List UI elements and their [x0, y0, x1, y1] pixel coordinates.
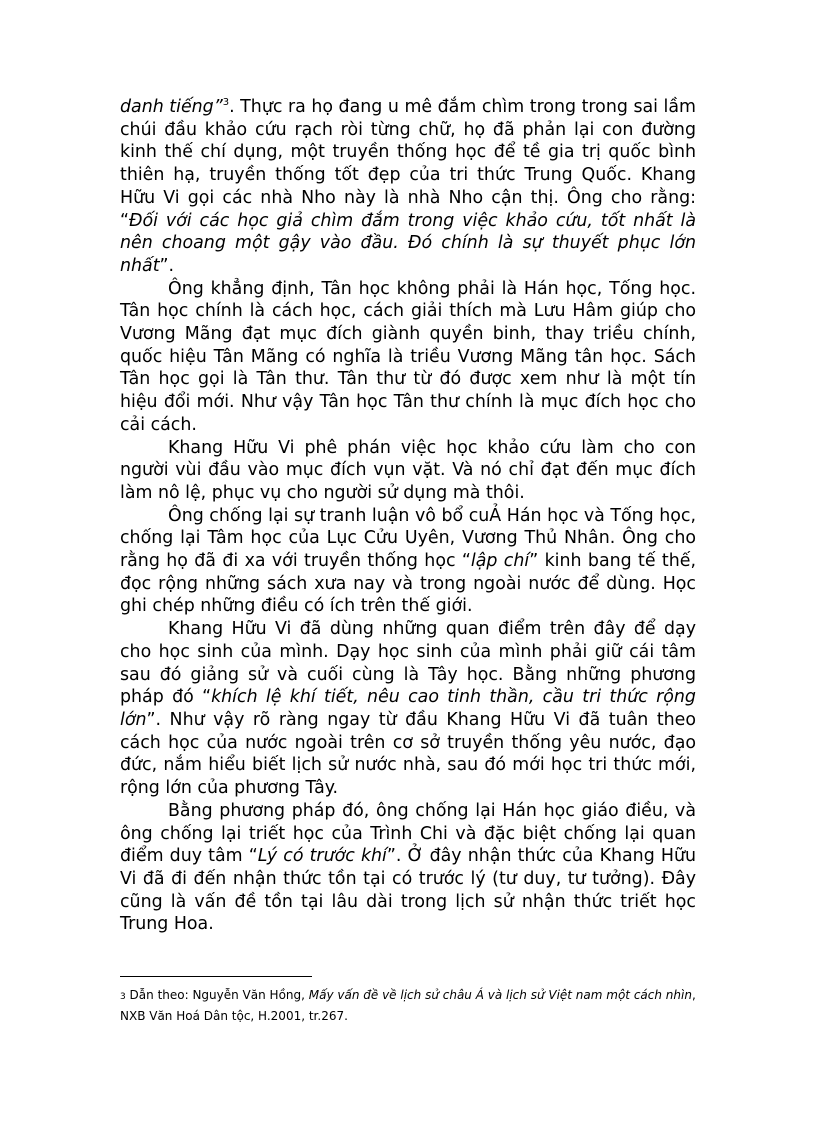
footnote-text: , NXB Văn Hoá Dân tộc, H.2001, tr.267. — [120, 988, 696, 1023]
footnote-ref[interactable]: 3 — [222, 97, 230, 109]
paragraph-5 — [120, 800, 696, 936]
paragraph-2: Khang Hữu Vi phê phán việc học khảo cứu làm cho con người vùi đầu vào mục đích vụn vặt. Và nó chỉ đạt đến mục đích làm nô lệ, phục vụ cho người sử dụng mà thôi. — [120, 437, 696, 503]
quote-italic: Đối với các học giả chìm đắm trong việc khảo cứu, tốt nhất là nên choang một gậy vào đầu. Đó chính là sự thuyết phục lớn nhất — [120, 210, 696, 276]
document-body — [120, 96, 696, 936]
footnote — [120, 986, 696, 1026]
paragraph-text: ”. Ở đây nhận thức của Khang Hữu Vi đã đi đến nhận thức tồn tại có trước lý (tư duy, tư tưởng). Đây cũng là vấn đề tồn tại lâu dài trong lịch sử nhận thức triết học Trung Hoa. — [120, 846, 697, 935]
quote-italic: Lý có trước khí — [257, 846, 387, 867]
footnote-number: 3 — [120, 992, 126, 1002]
paragraph-text: . Thực ra họ đang u mê đắm chìm trong trong sai lầm chúi đầu khảo cứu rạch ròi từng chữ, họ đã phản lại con đường kinh thế chí dụng, một truyền thống học để tề gia trị quốc bình thiên hạ, truyền thống tốt đẹp của tri thức Trung Quốc. Khang Hữu Vi gọi các nhà Nho này là nhà Nho cận thị. Ông cho rằng: “ — [120, 97, 696, 231]
paragraph-3 — [120, 505, 696, 619]
paragraph-text: ” kinh bang tế thế, đọc rộng những sách xưa nay và trong ngoài nước để dùng. Học ghi chép những điều có ích trên thế giới. — [120, 551, 696, 617]
paragraph-continuation — [120, 96, 696, 278]
quote-italic: lập chí — [470, 551, 530, 572]
footnote-title: Mấy vấn đề về lịch sử châu Á và lịch sử Việt nam một cách nhìn — [308, 988, 692, 1002]
paragraph-text: ”. — [159, 255, 175, 276]
paragraph-1: Ông khẳng định, Tân học không phải là Hán học, Tống học. Tân học chính là cách học, cách giải thích mà Lưu Hâm giúp cho Vương Mãng đạt mục đích giành quyền binh, thay triều chính, quốc hiệu Tân Mãng có nghĩa là triều Vương Mãng tân học. Sách Tân học gọi là Tân thư. Tân thư từ đó được xem như là một tín hiệu đổi mới. Như vậy Tân học Tân thư chính là mục đích học cho cải cách. — [120, 278, 696, 435]
paragraph-4 — [120, 618, 696, 800]
paragraph-text: Khang Hữu Vi đã dùng những quan điểm trên đây để dạy cho học sinh của mình. Dạy học sinh của mình phải giữ cái tâm sau đó giảng sử và cuối cùng là Tây học. Bằng những phương pháp đó “ — [120, 619, 696, 708]
footnote-text: Dẫn theo: Nguyễn Văn Hồng, — [125, 988, 309, 1002]
paragraph-text: Bằng phương pháp đó, ông chống lại Hán học giáo điều, và ông chống lại triết học của Trình Chi và đặc biệt chống lại quan điểm duy tâm “ — [120, 800, 696, 867]
quote-italic: khích lệ khí tiết, nêu cao tinh thần, cầu tri thức rộng lớn — [120, 687, 696, 730]
italic-text: danh tiếng” — [120, 97, 223, 117]
footnote-separator — [120, 976, 312, 977]
paragraph-text: ”. Như vậy rõ ràng ngay từ đầu Khang Hữu Vi đã tuân theo cách học của nước ngoài trên cơ sở truyền thống yêu nước, đạo đức, nắm hiểu biết lịch sử nước nhà, sau đó mới học tri thức mới, rộng lớn của phương Tây. — [120, 709, 696, 799]
paragraph-text: Ông chống lại sự tranh luận vô bổ cuẢ Hán học và Tống học, chống lại Tâm học của Lục Cửu Uyên, Vương Thủ Nhân. Ông cho rằng họ đã đi xa với truyền thống học “ — [120, 505, 696, 572]
